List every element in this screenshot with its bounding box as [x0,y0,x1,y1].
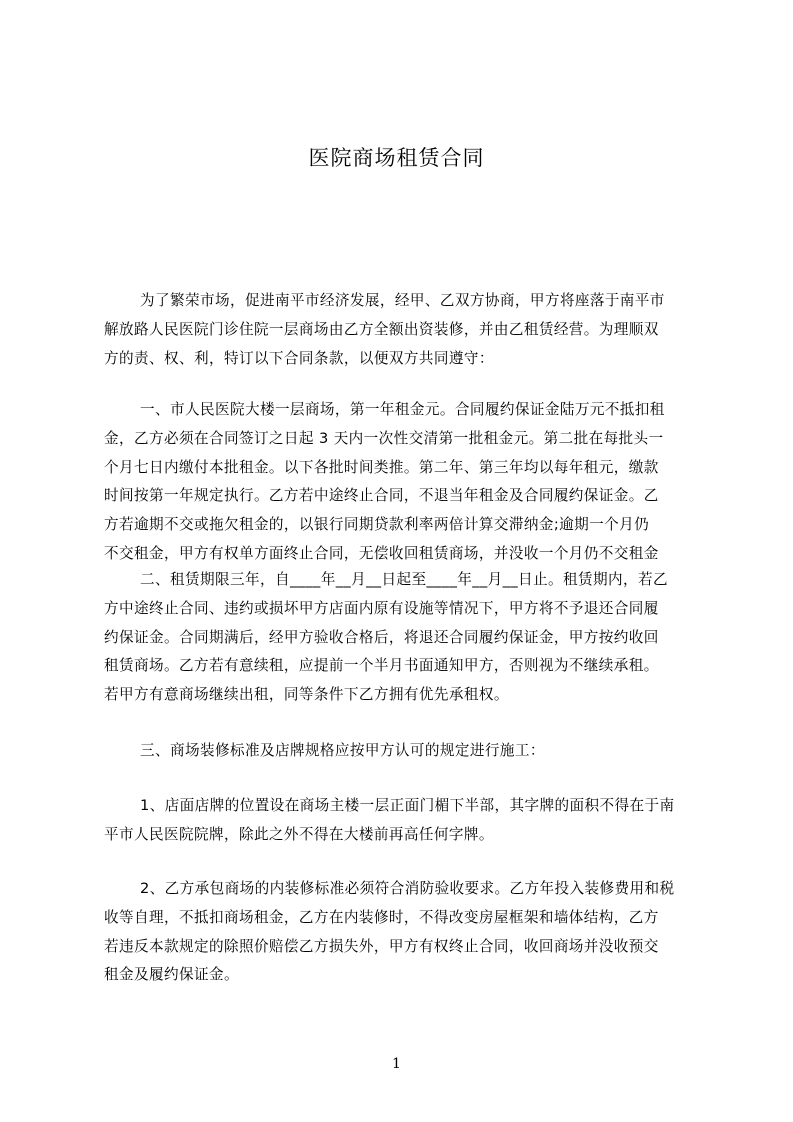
paragraph-item-1 [104,792,704,850]
paragraph-line: 2、乙方承包商场的内装修标准必须符合消防验收要求。乙方年投入装修费用和税 [140,880,675,897]
paragraph-line: 若违反本款规定的除照价赔偿乙方损失外，甲方有权终止合同，收回商场并没收预交 [104,937,659,955]
paragraph-clause-1 [104,396,704,569]
paragraph-line: 时间按第一年规定执行。乙方若中途终止合同，不退当年租金及合同履约保证金。乙 [104,487,659,505]
paragraph-line: 三、商场装修标准及店牌规格应按甲方认可的规定进行施工： [140,742,545,759]
paragraph-line: 若甲方有意商场继续出租，同等条件下乙方拥有优先承租权。 [104,686,509,704]
paragraph-line: 约保证金。合同期满后，经甲方验收合格后，将退还合同履约保证金，甲方按约收回 [104,628,659,646]
paragraph-line: 为了繁荣市场，促进南平市经济发展，经甲、乙双方协商，甲方将座落于南平市 [140,292,665,309]
paragraph-line: 平市人民医院院牌，除此之外不得在大楼前再高任何字牌。 [104,825,494,843]
paragraph-line: 收等自理，不抵扣商场租金，乙方在内装修时，不得改变房屋框架和墙体结构，乙方 [104,908,659,926]
paragraph-line: 方若逾期不交或拖欠租金的，以银行同期贷款利率两倍计算交滞纳金;逾期一个月仍 [104,516,650,534]
document-title: 医院商场租赁合同 [308,146,485,170]
paragraph-line: 金，乙方必须在合同签订之日起 3 天内一次性交清第一批租金元。第二批在每批头一 [104,429,664,447]
page-number: 1 [392,1056,401,1072]
paragraph-line: 租金及履约保证金。 [104,966,239,984]
paragraph-intro [104,287,704,373]
paragraph-line: 个月七日内缴付本批租金。以下各批时间类推。第二年、第三年均以每年租元，缴款 [104,458,659,476]
paragraph-line: 不交租金，甲方有权单方面终止合同，无偿收回租赁商场，并没收一个月仍不交租金 [104,544,659,562]
paragraph-line: 方中途终止合同、违约或损坏甲方店面内原有设施等情况下，甲方将不予退还合同履 [104,599,659,617]
paragraph-clause-2 [104,566,704,710]
paragraph-line: 解放路人民医院门诊住院一层商场由乙方全额出资装修，并由乙租赁经营。为理顺双 [104,320,659,338]
paragraph-line: 方的责、权、利，特订以下合同条款，以便双方共同遵守： [104,349,494,367]
paragraph-line: 一、市人民医院大楼一层商场，第一年租金元。合同履约保证金陆万元不抵扣租 [140,401,665,418]
paragraph-line: 租赁商场。乙方若有意续租，应提前一个半月书面通知甲方，否则视为不继续承租。 [104,657,659,675]
paragraph-line: 1、店面店牌的位置设在商场主楼一层正面门楣下半部，其字牌的面积不得在于南 [140,797,675,814]
paragraph-item-2 [104,875,704,990]
paragraph-line: 二、租赁期限三年，自____年__月__日起至____年__月__日止。租赁期内，若乙 [140,571,668,588]
paragraph-clause-3 [104,737,704,766]
